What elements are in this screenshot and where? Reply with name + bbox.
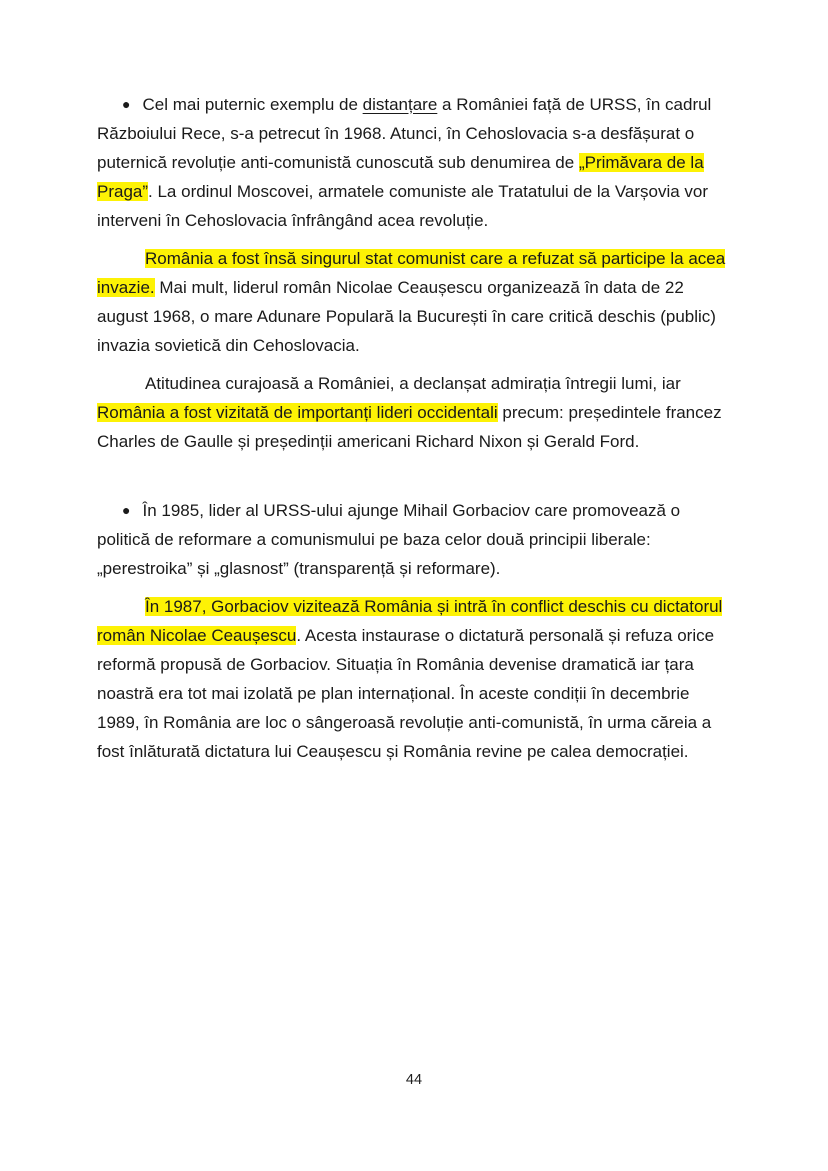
text-run: a României față de URSS, în cadrul Războiului Rece, s-a petrecut în 1968. Atunci, în Cehoslovacia s-a desfășurat o puternică revoluție anti-comunistă cunoscută sub denumirea de <box>97 95 712 172</box>
text-run: . La ordinul Moscovei, armatele comuniste ale Tratatului de la Varșovia vor interveni în Cehoslovacia înfrângând acea revoluție. <box>97 182 709 230</box>
text-run: Cel mai puternic exemplu de <box>142 95 363 114</box>
text-run: România a fost vizitată de importanți lideri occidentali <box>97 403 498 422</box>
text-run: Atitudinea curajoasă a României, a declanșat admirația întregii lumi, iar <box>145 374 681 393</box>
text-run: România a fost însă singurul stat comunist care a refuzat să participe la acea invazie. <box>97 249 726 297</box>
paragraph <box>97 592 735 766</box>
text-run: precum: președintele francez Charles de Gaulle și președinții americani Richard Nixon și Gerald Ford. <box>97 403 722 451</box>
text-run: În 1985, lider al URSS-ului ajunge Mihail Gorbaciov care promovează o politică de reformare a comunismului pe baza celor două principii liberale: „perestroika” și „glasnost” (transparență și reformare). <box>97 501 681 578</box>
bullet-icon: ● <box>122 96 131 112</box>
page-number: 44 <box>405 1072 423 1088</box>
paragraph <box>97 244 735 360</box>
paragraph <box>97 496 735 583</box>
document-body <box>97 90 735 775</box>
paragraph <box>97 90 735 235</box>
text-run: . Acesta instaurase o dictatură personală și refuza orice reformă propusă de Gorbaciov. Situația în România devenise dramatică iar țara noastră era tot mai izolată pe plan internațional. În aceste condiții în decembrie 1989, în România are loc o sângeroasă revoluție anti-comunistă, în urma căreia a fost înlăturată dictatura lui Ceaușescu și România revine pe calea democrației. <box>97 626 715 761</box>
text-run: Mai mult, liderul român Nicolae Ceaușescu organizează în data de 22 august 1968, o mare Adunare Populară la București în care critică deschis (public) invazia sovietică din Cehoslovacia. <box>97 278 716 355</box>
text-run: distanțare <box>362 95 438 114</box>
text-run: „Primăvara de la Praga” <box>97 153 704 201</box>
bullet-icon: ● <box>122 502 131 518</box>
text-run: În 1987, Gorbaciov vizitează România și intră în conflict deschis cu dictatorul român Nicolae Ceaușescu <box>97 597 723 645</box>
paragraph <box>97 369 735 456</box>
